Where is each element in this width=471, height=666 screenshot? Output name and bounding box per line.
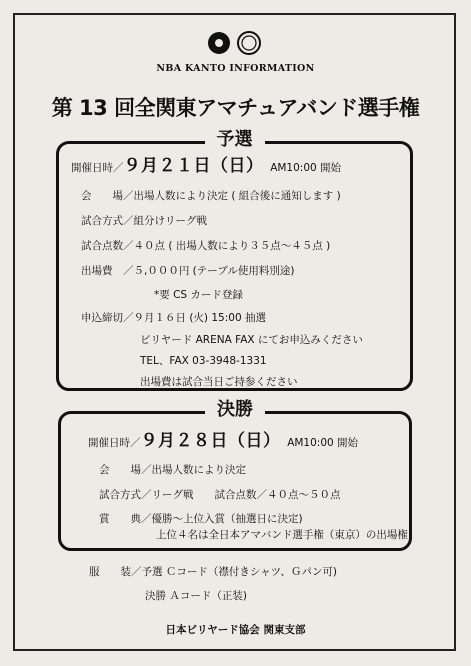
final-prizes: 賞 典／優勝～上位入賞（抽選日に決定) [99, 513, 303, 525]
prelim-heading-wrap [59, 131, 410, 149]
prelim-date-value: ９月２１日（日） [123, 156, 264, 176]
final-format-points: 試合方式／リーグ戦 試合点数／４０点～５０点 [99, 489, 341, 501]
prelim-fee: 出場費 ／５,０００円 (テーブル使用料別途) [81, 265, 295, 277]
prelim-heading: 予選 [205, 129, 265, 150]
prelim-date-time: AM10:00 開始 [270, 162, 342, 174]
final-heading-wrap [61, 401, 409, 419]
prelim-points: 試合点数／４０点 ( 出場人数により３５点～４５点 ) [81, 240, 331, 252]
final-date-time: AM10:00 開始 [287, 437, 359, 449]
dress-code-line1: 服 装／予選 Ｃコード（襟付きシャツ、Ｇパン可) [89, 566, 337, 578]
prelim-format: 試合方式／組分けリーグ戦 [81, 215, 207, 227]
final-date-line [88, 433, 358, 450]
page-title: 第 13 回全関東アマチュアバンド選手権 [51, 96, 420, 120]
prelim-date-label: 開催日時／ [71, 162, 124, 174]
final-qualification: 上位４名は全日本アマバンド選手権（東京）の出場権 [156, 529, 408, 541]
prelim-fee-payment: 出場費は試合当日ご持参ください [140, 376, 298, 388]
prelim-venue: 会 場／出場人数により決定 ( 組合後に通知します ) [81, 190, 341, 202]
prelim-apply-method: ビリヤード ARENA FAX にてお申込みください [140, 334, 363, 346]
prelim-date-line [71, 158, 341, 175]
footer-org: 日本ビリヤード協会 関東支部 [165, 624, 306, 636]
final-date-value: ９月２８日（日） [140, 431, 281, 451]
final-venue: 会 場／出場人数により決定 [99, 464, 246, 476]
prelim-contact: TEL、FAX 03-3948-1331 [140, 355, 267, 367]
final-section [58, 399, 412, 551]
final-date-label: 開催日時／ [88, 437, 141, 449]
org-name: NBA KANTO INFORMATION [156, 63, 315, 74]
nba-logo-icon [201, 30, 267, 56]
dress-code-line2: 決勝 Ａコード（正装) [145, 590, 247, 602]
prelim-deadline: 申込締切／９月１６日 (火) 15:00 抽選 [81, 312, 266, 324]
final-heading: 決勝 [205, 399, 265, 420]
prelim-section [56, 129, 413, 391]
prelim-fee-note: *要 CS カード登録 [154, 289, 243, 301]
